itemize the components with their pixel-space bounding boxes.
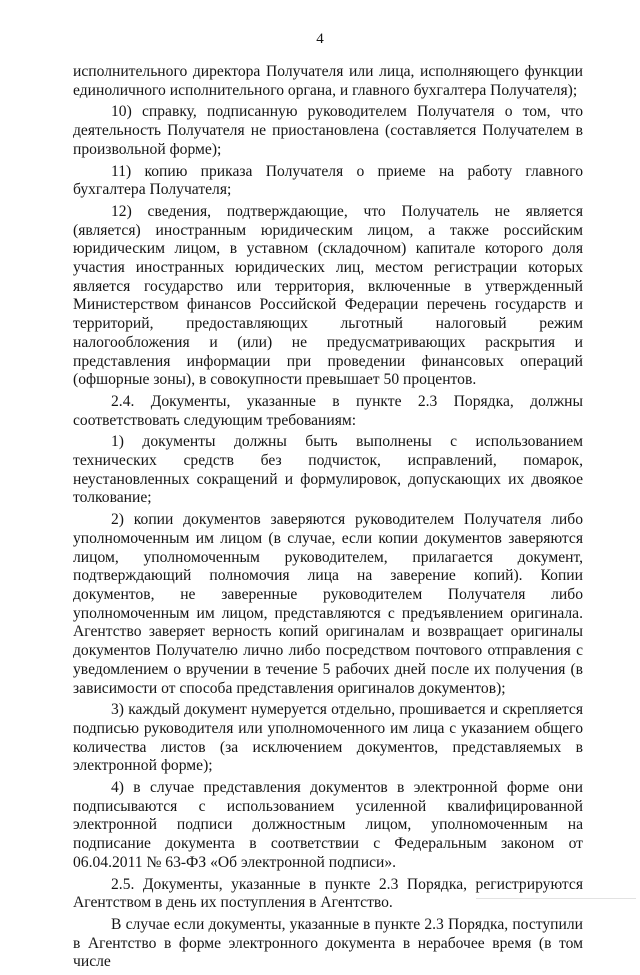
paragraph-requirement-2: 2) копии документов заверяются руководителем Получателя либо уполномоченным им лицом (в случае, если копии документов заверяются лицом, уполномоченным руководителем, прилагается документ, подтверждающий полномочия лица на заверение копий). Копии документов, не заверенные руководителем Получателя либо уполномоченным им лицом, представляются с предъявлением оригинала. Агентство заверяет верность копий оригиналам и возвращает оригиналы документов Получателю лично либо посредством почтового отправления с уведомлением о вручении в течение 5 рабочих дней после их получения (в зависимости от способа представления оригиналов документов);: [73, 511, 583, 697]
paragraph-item-10: 10) справку, подписанную руководителем Получателя о том, что деятельность Получателя не приостановлена (составляется Получателем в произвольной форме);: [73, 103, 583, 158]
paragraph-requirement-4: 4) в случае представления документов в электронной форме они подписываются с использованием усиленной квалифицированной электронной подписи должностным лицом, уполномоченным на подписание документа в соответствии с Федеральным законом от 06.04.2011 № 63-ФЗ «Об электронной подписи».: [73, 779, 583, 871]
paragraph-section-2-4: 2.4. Документы, указанные в пункте 2.3 Порядка, должны соответствовать следующим требованиям:: [73, 392, 583, 429]
paragraph-continuation: исполнительного директора Получателя или лица, исполняющего функции единоличного исполнительного органа, и главного бухгалтера Получателя);: [73, 63, 583, 99]
page-number: 4: [316, 31, 324, 47]
scan-edge-line: [476, 898, 636, 903]
paragraph-item-11: 11) копию приказа Получателя о приеме на работу главного бухгалтера Получателя;: [73, 162, 583, 199]
paragraph-electronic-receipt: В случае если документы, указанные в пункте 2.3 Порядка, поступили в Агентство в форме электронного документа в нерабочее время (в том числе: [73, 915, 583, 971]
paragraph-section-2-5: 2.5. Документы, указанные в пункте 2.3 Порядка, регистрируются Агентством в день их поступления в Агентство.: [73, 875, 583, 912]
paragraph-requirement-1: 1) документы должны быть выполнены с использованием технических средств без подчисток, исправлений, помарок, неустановленных сокращений и формулировок, допускающих их двоякое толкование;: [73, 433, 583, 507]
paragraph-item-12: 12) сведения, подтверждающие, что Получатель не является (является) иностранным юридическим лицом, а также российским юридическим лицом, в уставном (складочном) капитале которого доля участия иностранных юридических лиц, местом регистрации которых является государство или территория, включенные в утвержденный Министерством финансов Российской Федерации перечень государств и территорий, предоставляющих льготный налоговый режим налогообложения и (или) не предусматривающих раскрытия и представления информации при проведении финансовых операций (офшорные зоны), в совокупности превышает 50 процентов.: [73, 202, 583, 389]
paragraph-requirement-3: 3) каждый документ нумеруется отдельно, прошивается и скрепляется подписью руководителя или уполномоченного им лица с указанием общего количества листов (за исключением документов, представляемых в электронной форме);: [73, 701, 583, 775]
document-body: [73, 63, 583, 975]
